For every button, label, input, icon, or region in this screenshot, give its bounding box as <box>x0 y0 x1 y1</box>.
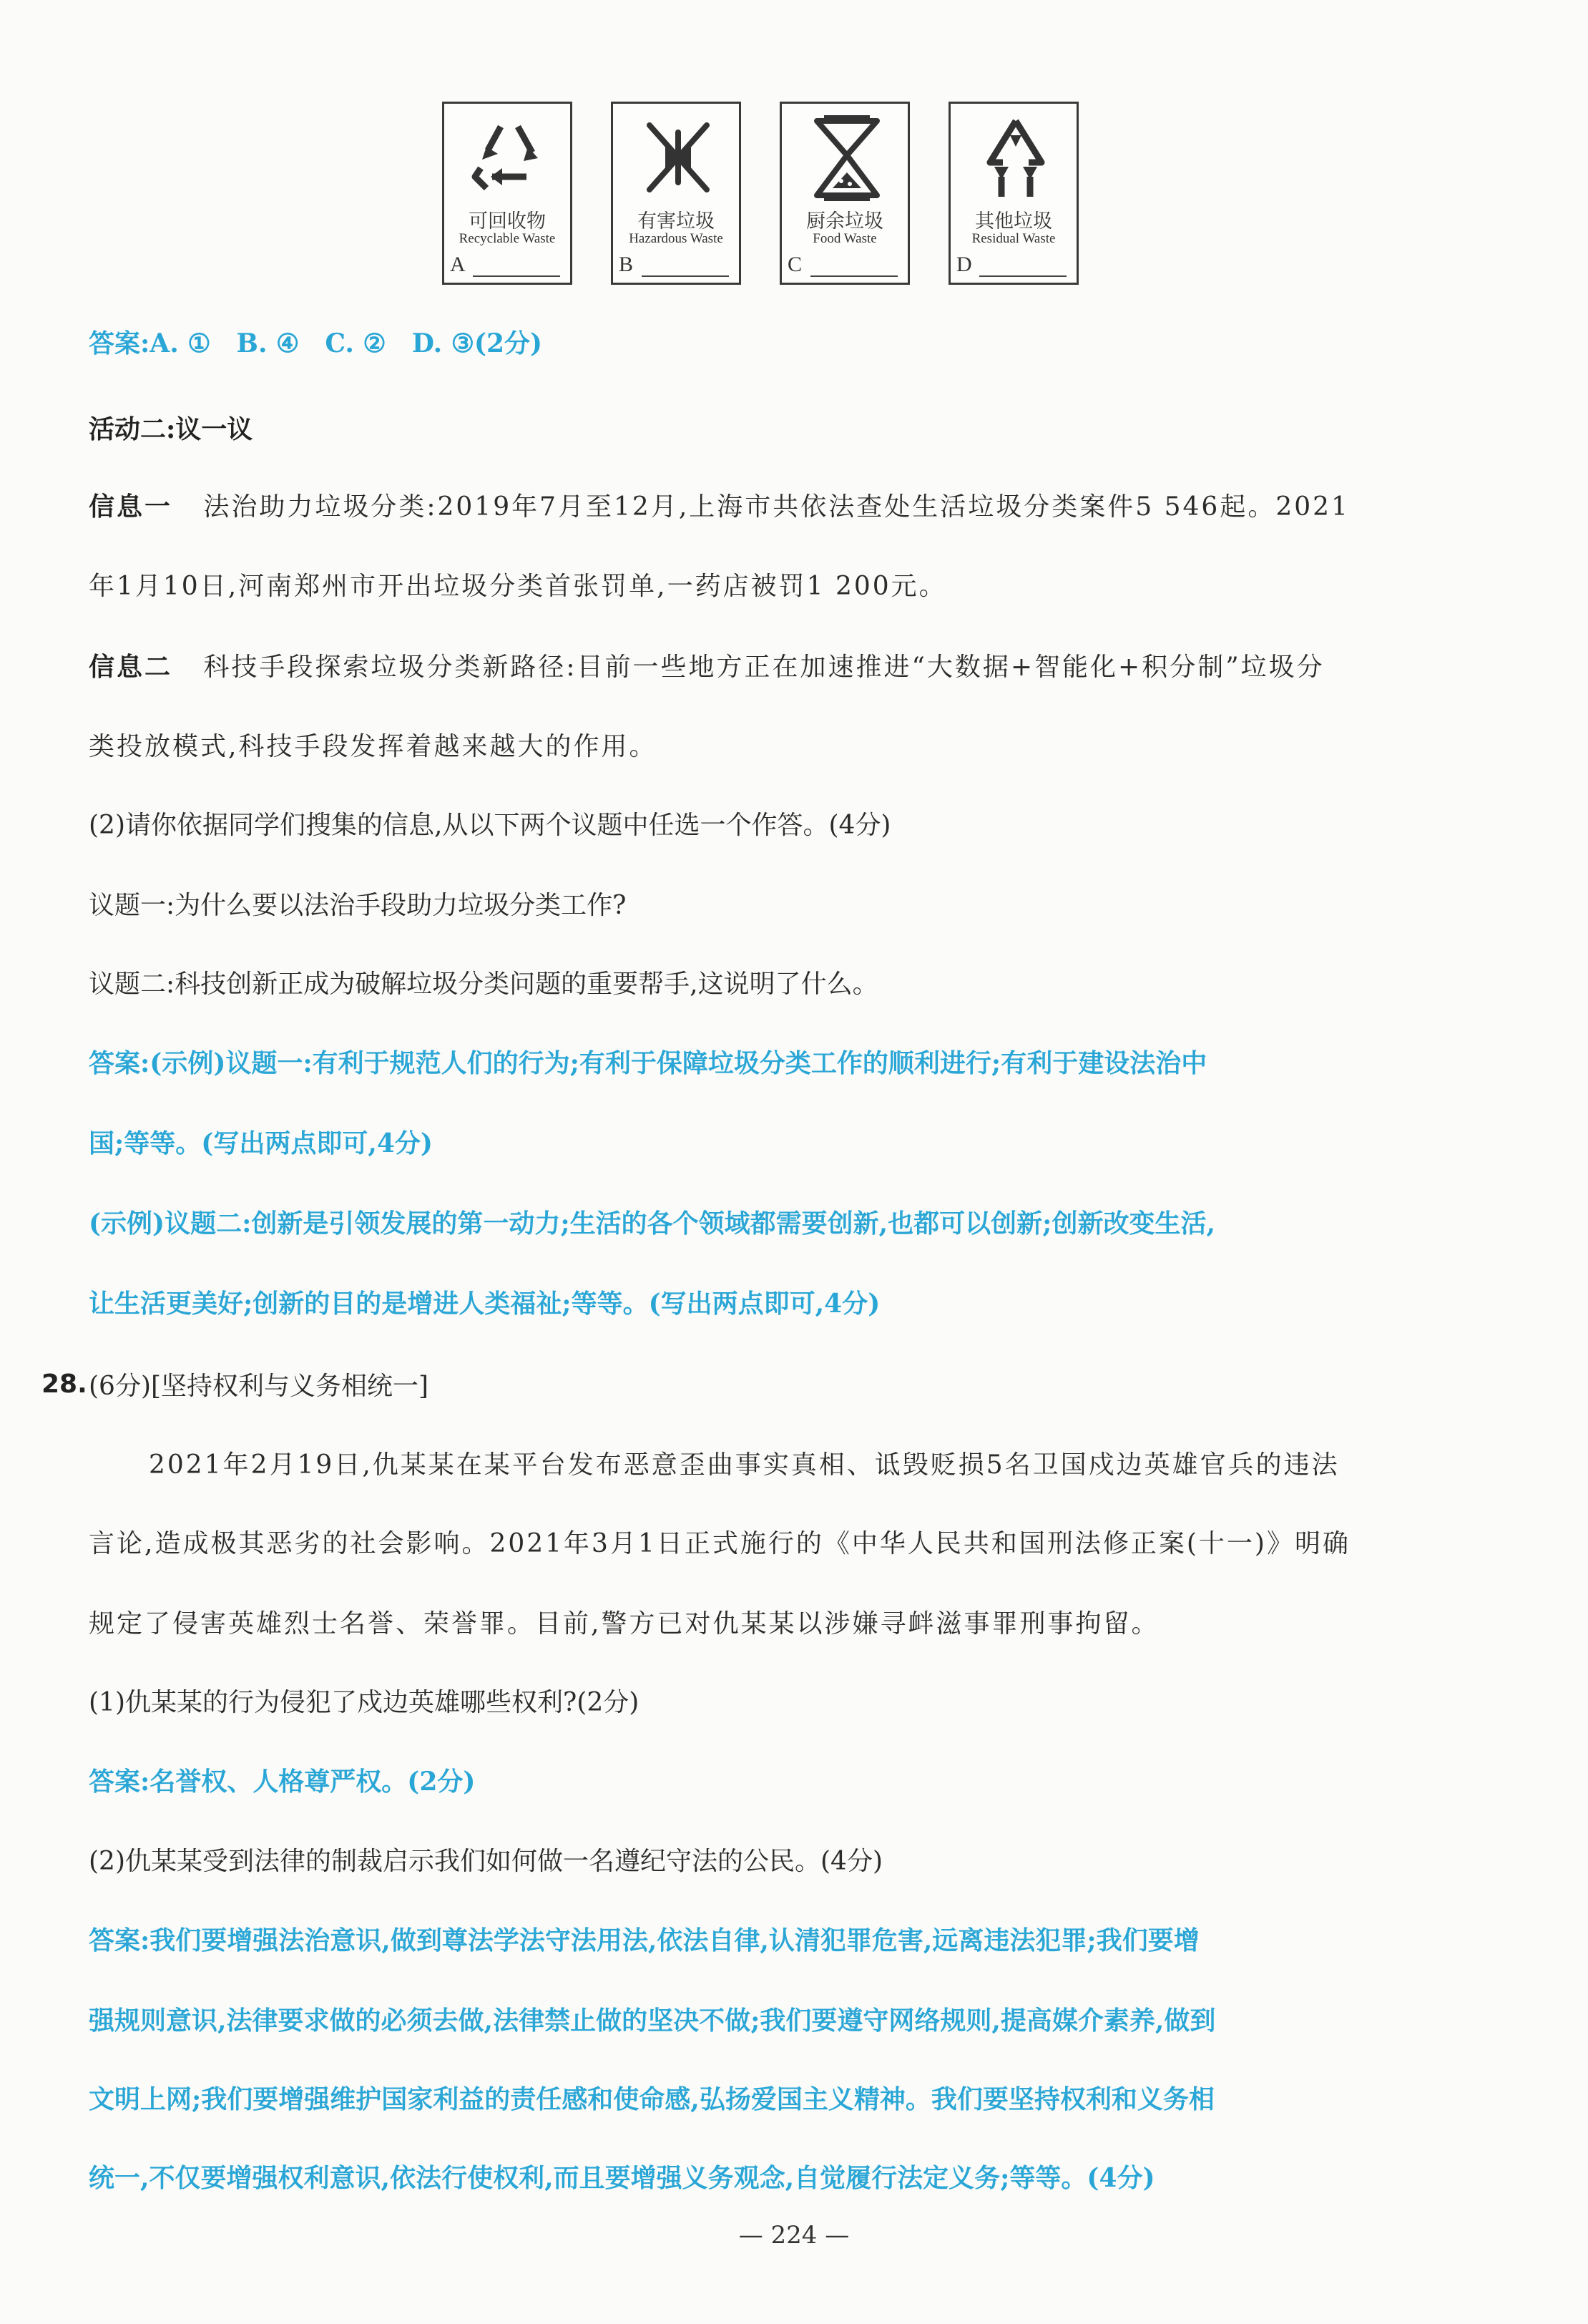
icon-en-label: Food Waste <box>813 231 877 246</box>
answer-part2-line2: 国;等等。(写出两点即可,4分) <box>89 1128 433 1158</box>
info-one-label: 信息一 <box>89 492 173 522</box>
info-two-label: 信息二 <box>89 652 173 682</box>
blank-line <box>979 275 1067 277</box>
question-28-answer2-line4: 统一,不仅要增强权利意识,依法行使权利,而且要增强义务观念,自觉履行法定义务;等等。(4分) <box>89 2163 1155 2193</box>
topic-one: 议题一:为什么要以法治手段助力垃圾分类工作? <box>89 891 627 920</box>
option-letter: C <box>788 253 803 276</box>
icon-cn-label: 厨余垃圾 <box>806 210 883 233</box>
recycle-icon <box>466 111 552 211</box>
icon-en-label: Recyclable Waste <box>459 231 556 246</box>
residual-waste-card <box>949 102 1079 285</box>
info-one-line2: 年1月10日,河南郑州市开出垃圾分类首张罚单,一药店被罚1 200元。 <box>89 572 947 601</box>
food-waste-card <box>780 102 910 285</box>
option-letter: B <box>619 253 634 276</box>
icon-en-label: Hazardous Waste <box>629 231 723 246</box>
option-letter: D <box>956 253 972 276</box>
question-28-paragraph-line2: 言论,造成极其恶劣的社会影响。2021年3月1日正式施行的《中华人民共和国刑法修正案(十一)》明确 <box>89 1529 1351 1558</box>
hazardous-icon <box>635 111 721 211</box>
info-two-text: 科技手段探索垃圾分类新路径:目前一些地方正在加速推进“大数据+智能化+积分制”垃圾分 <box>203 653 1325 682</box>
activity-two-title: 活动二:议一议 <box>89 414 253 444</box>
icon-cn-label: 其他垃圾 <box>975 210 1052 233</box>
residual-waste-icon <box>973 111 1059 211</box>
question-2-prompt: (2)请你依据同学们搜集的信息,从以下两个议题中任选一个作答。(4分) <box>89 811 891 840</box>
hazardous-waste-card <box>611 102 741 285</box>
answer-part2-line1: 答案:(示例)议题一:有利于规范人们的行为;有利于保障垃圾分类工作的顺利进行;有利于建设法治中 <box>89 1048 1207 1078</box>
question-28-answer2-line2: 强规则意识,法律要求做的必须去做,法律禁止做的坚决不做;我们要遵守网络规则,提高媒介素养,做到 <box>89 2006 1216 2036</box>
info-one-text: 法治助力垃圾分类:2019年7月至12月,上海市共依法查处生活垃圾分类案件5 546起。2021 <box>203 492 1350 522</box>
blank-line <box>473 275 560 277</box>
info-one-line1 <box>89 489 1350 524</box>
info-two-line1 <box>89 650 1325 685</box>
question-28-heading: (6分)[坚持权利与义务相统一] <box>89 1372 429 1401</box>
question-28-answer2-line1: 答案:我们要增强法治意识,做到尊法学法守法用法,依法自律,认清犯罪危害,远离违法犯罪;我们要增 <box>89 1925 1200 1956</box>
blank-line <box>810 275 898 277</box>
icon-cn-label: 有害垃圾 <box>637 210 715 233</box>
icon-en-label: Residual Waste <box>971 231 1056 246</box>
info-two-line2: 类投放模式,科技手段发挥着越来越大的作用。 <box>89 732 657 761</box>
recyclable-waste-card <box>442 102 572 285</box>
topic-two: 议题二:科技创新正成为破解垃圾分类问题的重要帮手,这说明了什么。 <box>89 970 878 999</box>
icon-cn-label: 可回收物 <box>469 210 546 233</box>
question-28-sub1: (1)仇某某的行为侵犯了戍边英雄哪些权利?(2分) <box>89 1688 639 1717</box>
question-28-paragraph-line3: 规定了侵害英雄烈士名誉、荣誉罪。目前,警方已对仇某某以涉嫌寻衅滋事罪刑事拘留。 <box>89 1609 1160 1639</box>
page-number: — 224 — <box>738 2221 850 2250</box>
question-number: 28. <box>41 1370 87 1399</box>
option-letter: A <box>450 253 466 276</box>
blank-line <box>642 275 729 277</box>
answer-part2-line3: (示例)议题二:创新是引领发展的第一动力;生活的各个领域都需要创新,也都可以创新;创新改变生活, <box>89 1209 1216 1239</box>
food-waste-icon <box>804 111 890 211</box>
question-28-answer1: 答案:名誉权、人格尊严权。(2分) <box>89 1767 476 1797</box>
question-28-sub2: (2)仇某某受到法律的制裁启示我们如何做一名遵纪守法的公民。(4分) <box>89 1847 883 1876</box>
waste-classification-icons <box>442 102 1079 289</box>
question-28-paragraph-line1: 2021年2月19日,仇某某在某平台发布恶意歪曲事实真相、诋毁贬损5名卫国戍边英雄官兵的违法 <box>149 1450 1340 1480</box>
answer-part1: 答案:A. ① B. ④ C. ② D. ③(2分) <box>89 328 543 358</box>
question-28-answer2-line3: 文明上网;我们要增强维护国家利益的责任感和使命感,弘扬爱国主义精神。我们要坚持权利和义务相 <box>89 2084 1215 2114</box>
answer-part2-line4: 让生活更美好;创新的目的是增进人类福祉;等等。(写出两点即可,4分) <box>89 1289 881 1319</box>
